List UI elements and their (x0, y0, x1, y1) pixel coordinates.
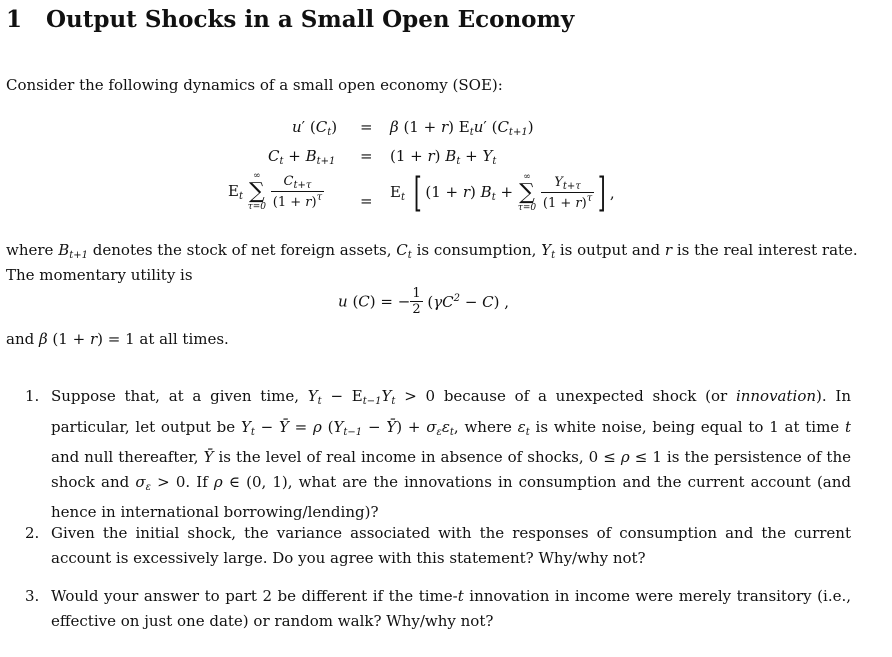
equation-3-rhs: $E_t$ [ (1 + r) $B_t$ + ∞ ∑ τ=0 $\frac{Y_{t+\tau}}{(1 + r)^\tau}$ ] , (390, 170, 615, 216)
equation-2-lhs: $C_t + B_{t+1}$ (268, 147, 336, 167)
question-2-label: 2. (25, 524, 40, 542)
utility-equation: u (C) = − $\frac{1}{2}$ $(\gamma C^2 - C)$ , (338, 286, 510, 317)
utility-intro-text: The momentary utility is (6, 266, 193, 284)
question-1-text: Suppose that, at a given time, $Y_t - E_{t-1}Y_t > 0$ because of a unexpected shock (or innovation). In particular, let output be $Y_t$ − Ȳ = ρ ($Y_{t-1}$ − Ȳ) + $\sigma_\varepsilon\varepsilon_t$, where $\varepsilon_t$ is white noise, being equal to 1 at time t and null thereafter, Ȳ is the level of real income in absence of shocks, 0 ≤ ρ ≤ 1 is the persistence of the shock and $\sigma_\varepsilon > 0$. If ρ ∈ (0, 1), what are the innovations in consumption and the current account (and hence in international borrowing/lending)? (51, 387, 852, 521)
equation-1-rhs: β (1 + r) $E_tu'$ $(C_{t+1})$ (390, 118, 534, 138)
assumption-text: and β (1 + r) = 1 at all times. (6, 330, 229, 348)
section-number: 1 (6, 6, 23, 33)
equation-3-lhs: $E_t$ ∞ ∑ τ=0 $\frac{C_{t+\tau}}{(1 + r)^\tau}$ (228, 171, 323, 212)
equals-sign: = (360, 118, 373, 136)
question-3-label: 3. (25, 587, 40, 605)
question-3-text: Would your answer to part 2 be different if the time-t innovation in income were merely transitory (i.e., effective on just one date) or random walk? Why/why not? (51, 587, 851, 630)
question-2 (25, 521, 851, 571)
equation-2-rhs: (1 + r) $B_t + Y_t$ (390, 147, 497, 167)
intro-text: Consider the following dynamics of a small open economy (SOE): (6, 76, 503, 94)
question-1-label: 1. (25, 387, 40, 405)
definitions-text: where $B_{t+1}$ denotes the stock of net foreign assets, $C_t$ is consumption, $Y_t$ is output and r is the real interest rate. (6, 241, 858, 261)
question-3 (25, 584, 851, 634)
section-title: Output Shocks in a Small Open Economy (46, 6, 575, 33)
question-2-text: Given the initial shock, the variance associated with the responses of consumption and the current account is excessively large. Do you agree with this statement? Why/why not? (51, 524, 851, 567)
section-heading (6, 6, 574, 33)
equals-sign: = (360, 147, 373, 165)
equals-sign: = (360, 192, 373, 210)
equation-1-lhs: u′ $(C_t)$ (292, 118, 338, 138)
question-1 (25, 384, 852, 521)
